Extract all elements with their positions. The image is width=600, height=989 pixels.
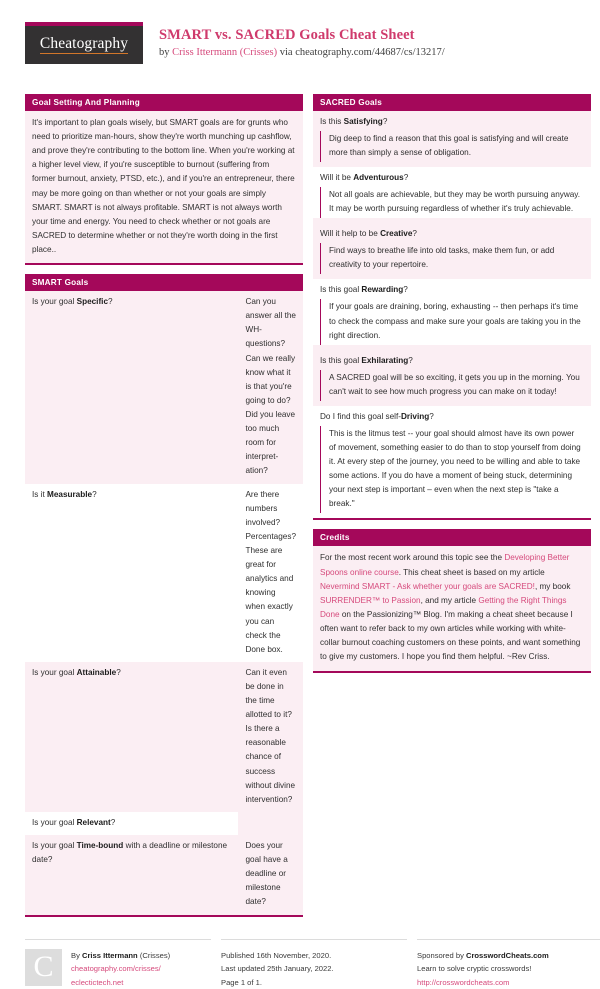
author-site-link[interactable]: eclectictech.net [71, 977, 124, 987]
sacred-question: Is this goal Exhilarating? [320, 355, 413, 365]
right-column [313, 94, 591, 682]
table-cell-answer: Are there numbers involved? Percentages? These are great for analytics and knowing when exactly you can check the Done box. [238, 484, 303, 662]
card-goal-setting-and-planning [25, 94, 303, 265]
sacred-answer: Not all goals are achievable, but they may be worth pursuing anyway. It may be worth pursuing regardless of whether it's truly achievable. [320, 187, 583, 218]
table-cell-question: Is your goal Relevant? [25, 812, 238, 835]
table-row [25, 812, 303, 835]
footer-publish-block [221, 939, 407, 989]
content-columns [25, 94, 581, 926]
card-body [25, 111, 303, 263]
sacred-answer: Find ways to breathe life into old tasks, make them fun, or add creativity to your repertoire. [320, 243, 583, 274]
card-body [313, 546, 591, 671]
table-cell-answer: Can it even be done in the time allotted to it? Is there a reasonable chance of success without divine intervention? [238, 662, 303, 812]
table-cell-question: Is it Measurable? [25, 484, 238, 662]
sacred-answer: This is the litmus test -- your goal should almost have its own power of movement, something easier to do than to stop yourself from doing it. At every step of the journey, you need to be willing and able to take some actions. If you do have a moment of being stuck, determining your next step is important – even when the next step is "take a break." [320, 426, 583, 514]
byline-mid: via [277, 47, 296, 59]
card-heading: Goal Setting And Planning [25, 94, 303, 111]
table-cell-answer: Does your goal have a deadline or milestone date? [238, 835, 303, 915]
sacred-answer: If your goals are draining, boring, exhausting -- then perhaps it's time to check the compass and make sure your goals are taking you in the right direction. [320, 299, 583, 344]
source-url-link[interactable]: cheatography.com/44687/cs/13217/ [295, 47, 445, 59]
table-row [25, 484, 303, 662]
footer-sponsor-block [417, 939, 600, 989]
sponsor-meta [417, 949, 593, 989]
table-cell-question: Is your goal Specific? [25, 291, 238, 483]
byline [159, 45, 445, 61]
author-link[interactable]: Criss Ittermann (Crisses) [172, 47, 278, 59]
author-prefix: By [71, 950, 82, 960]
table-cell-question: Is your goal Time-bound with a deadline or milestone date? [25, 835, 238, 915]
sacred-answer: A SACRED goal will be so exciting, it gets you up in the morning. You can't wait to see how much progress you can make on it today! [320, 370, 583, 401]
list-item [313, 279, 591, 344]
cheatography-logo[interactable] [25, 22, 143, 64]
avatar: C [25, 949, 62, 986]
list-item [313, 406, 591, 514]
card-smart-goals [25, 274, 303, 916]
sponsor-url-link[interactable]: http://crosswordcheats.com [417, 977, 510, 987]
author-suffix: (Crisses) [137, 950, 171, 960]
page-footer [25, 931, 575, 989]
logo-text: Cheatography [39, 35, 129, 53]
goal-setting-paragraph: It's important to plan goals wisely, but SMART goals are for grunts who need to prioritize man-hours, show they're worth munching up cashflow, and prove they're contributing to the bottom line. When you're working at a higher level view, if you're susceptible to burnout (suffering from former burnout, anxiety, PTSD, etc.), and if you're an entrepreneur, there may be more going on than whether or not your goals are simply SMART. SMART is not always profitable. SMART is not always worth your time and energy. You need to check whether or not goals are SACRED to determine whether or not they're worth doing in the first place.. [32, 118, 295, 254]
page-title: SMART vs. SACRED Goals Cheat Sheet [159, 27, 415, 43]
publish-meta [221, 949, 397, 989]
list-item [313, 167, 591, 218]
page-count: Page 1 of 1. [221, 977, 262, 987]
table-cell-answer: Can you answer all the WH-questions? Can we really know what it is that you're going to do? Did you leave too much room for interpret-ation? [238, 291, 303, 483]
card-heading: Credits [313, 529, 591, 546]
table-cell-question: Is your goal Attainable? [25, 662, 238, 812]
list-item [313, 350, 591, 401]
author-name: Criss Ittermann [81, 950, 138, 960]
sacred-question: Will it be Adventurous? [320, 173, 409, 183]
sacred-question: Do I find this goal self-Driving? [320, 411, 434, 421]
title-block [143, 22, 445, 61]
sponsor-line [417, 949, 593, 963]
card-heading: SACRED Goals [313, 94, 591, 111]
masthead [25, 22, 575, 78]
table-row [25, 662, 303, 812]
author-profile-link[interactable]: cheatography.com/crisses/ [71, 964, 161, 974]
smart-goals-table [25, 291, 303, 914]
left-column [25, 94, 303, 926]
updated-date: Last updated 25th January, 2022. [221, 964, 334, 974]
table-row [25, 835, 303, 915]
sponsor-prefix: Sponsored by [417, 950, 466, 960]
sacred-question: Is this Satisfying? [320, 117, 388, 126]
sponsor-tagline: Learn to solve cryptic crosswords! [417, 964, 532, 974]
byline-prefix: by [159, 47, 173, 59]
credits-paragraph: For the most recent work around this topic see the Developing Better Spoons online course. This cheat sheet is based on my article Nevermind SMART - Ask whether your goals are SACRED!, my book SURRENDER™ to Passion, and my article Getting the Right Things Done on the Passionizing™ Blog. I'm making a cheat sheet because I often want to refer back to my own articles while working with white-collar burnout coaching customers on these points, and want something to give my customers. I hope you find them helpful. ~Rev Criss. [320, 553, 581, 662]
published-date: Published 16th November, 2020. [221, 950, 332, 960]
list-item [313, 111, 591, 162]
sacred-question: Will it help to be Creative? [320, 229, 417, 239]
author-meta [62, 949, 170, 989]
card-heading: SMART Goals [25, 274, 303, 291]
sacred-answer: Dig deep to find a reason that this goal is satisfying and will create more than simply a sense of obligation. [320, 131, 583, 162]
sacred-question: Is this goal Rewarding? [320, 285, 408, 295]
list-item [313, 223, 591, 274]
sponsor-name: CrosswordCheats.com [465, 950, 549, 960]
author-line [71, 949, 170, 963]
table-row [25, 291, 303, 483]
card-credits [313, 529, 591, 673]
sacred-goals-list [313, 111, 591, 513]
card-sacred-goals [313, 94, 591, 520]
card-body [25, 291, 303, 914]
footer-author-block [25, 939, 211, 989]
